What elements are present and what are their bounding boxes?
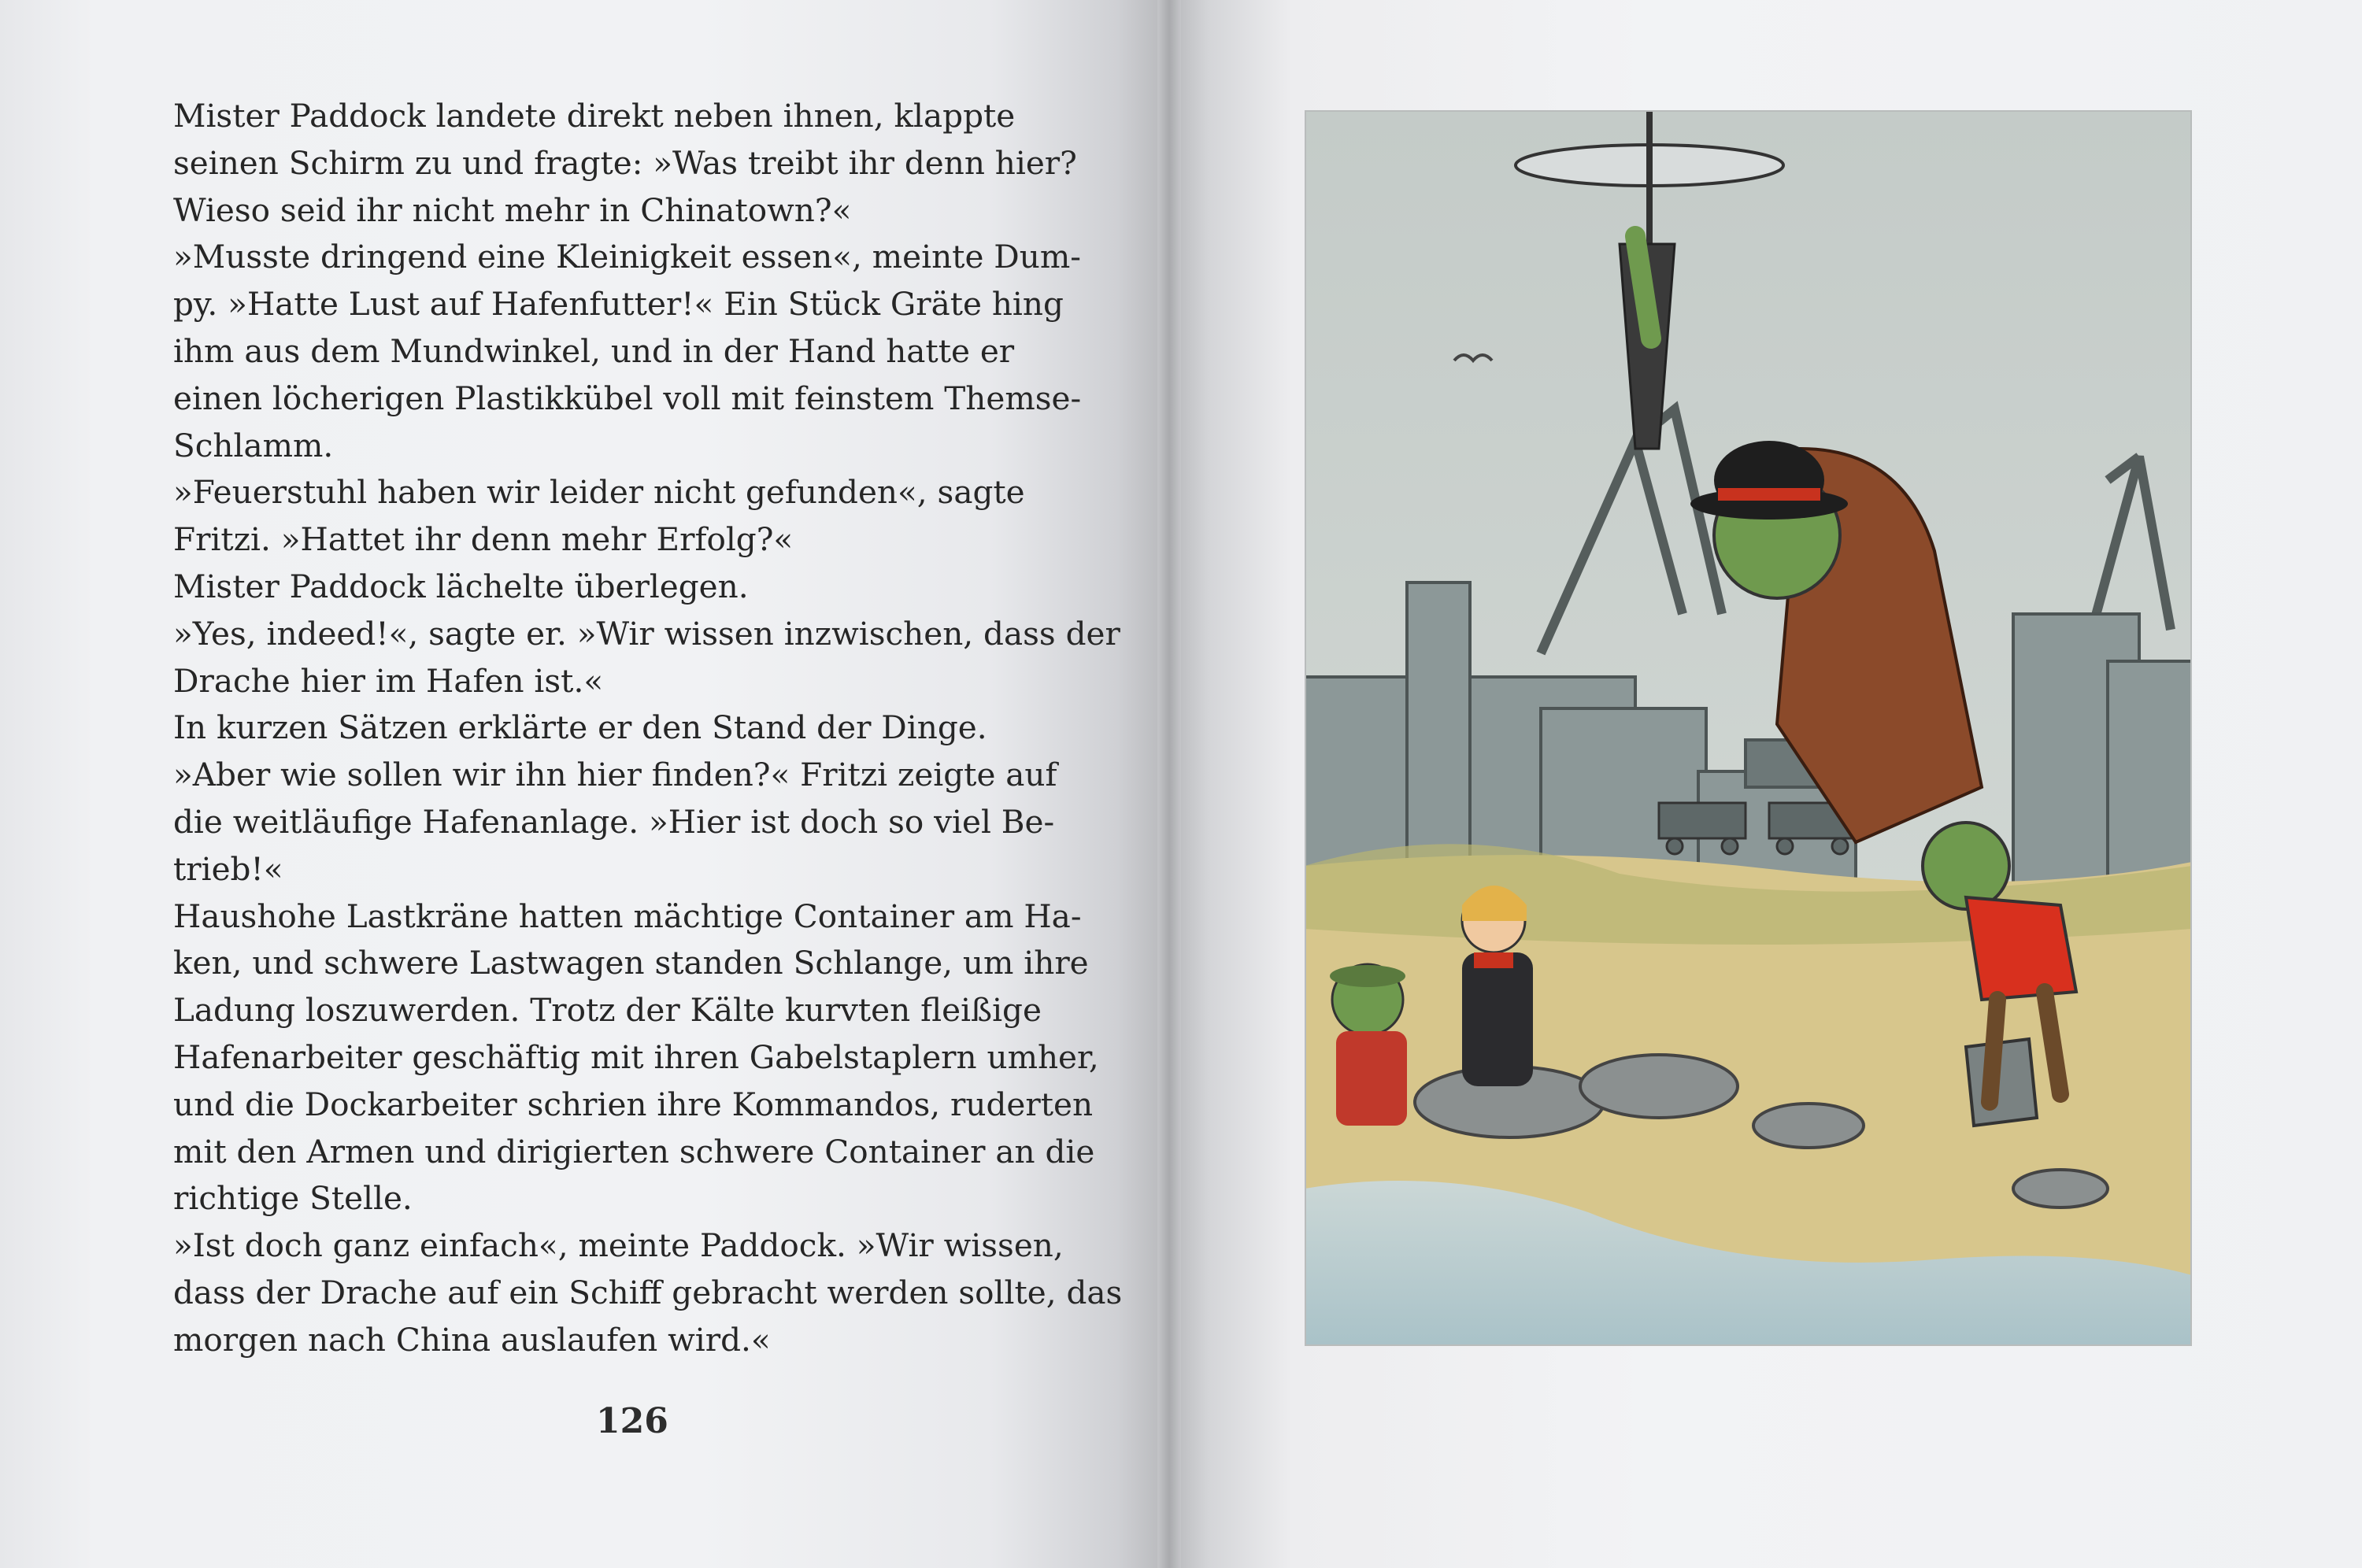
text-line: Mister Paddock lächelte überlegen. [173, 567, 749, 605]
text-line: einen löcherigen Plastikkübel voll mit feinstem Themse- [173, 379, 1082, 417]
text-line: ihm aus dem Mundwinkel, und in der Hand hatte er [173, 331, 1015, 370]
fritzi-character [1462, 886, 1533, 1086]
text-line: ken, und schwere Lastwagen standen Schlange, um ihre [173, 944, 1089, 982]
text-line: Fritzi. »Hattet ihr denn mehr Erfolg?« [173, 520, 794, 559]
text-line: Drache hier im Hafen ist.« [173, 661, 604, 700]
page-number: 126 [596, 1401, 668, 1441]
dumpy-character [1330, 964, 1407, 1126]
text-line: Hafenarbeiter geschäftig mit ihren Gabelstaplern umher, [173, 1037, 1099, 1076]
text-line: morgen nach China auslaufen wird.« [173, 1320, 771, 1359]
text-line: und die Dockarbeiter schrien ihre Kommandos, ruderten [173, 1085, 1094, 1123]
text-line: Schlamm. [173, 426, 334, 464]
text-line: Ladung loszuwerden. Trotz der Kälte kurvten fleißige [173, 991, 1042, 1030]
text-line: dass der Drache auf ein Schiff gebracht werden sollte, das [173, 1273, 1123, 1311]
text-line: richtige Stelle. [173, 1179, 413, 1218]
harbor-scene-image [1305, 110, 2192, 1346]
text-line: »Feuerstuhl haben wir leider nicht gefunden«, sagte [173, 473, 1025, 512]
text-line: py. »Hatte Lust auf Hafenfutter!« Ein Stück Gräte hing [173, 285, 1064, 324]
harbor-illustration [1305, 110, 2192, 1346]
text-line: »Musste dringend eine Kleinigkeit essen«, meinte Dum- [173, 238, 1081, 276]
text-line: die weitläufige Hafenanlage. »Hier ist doch so viel Be- [173, 802, 1055, 841]
text-line: Mister Paddock landete direkt neben ihnen, klappte [173, 97, 1016, 135]
text-line: Haushohe Lastkräne hatten mächtige Container am Ha- [173, 897, 1082, 935]
text-line: mit den Armen und dirigierten schwere Container an die [173, 1132, 1095, 1170]
text-line: In kurzen Sätzen erklärte er den Stand der Dinge. [173, 708, 987, 747]
story-text [173, 93, 1123, 1364]
text-line: »Yes, indeed!«, sagte er. »Wir wissen inzwischen, dass der [173, 614, 1120, 653]
text-line: trieb!« [173, 849, 283, 888]
text-line: Wieso seid ihr nicht mehr in Chinatown?« [173, 190, 852, 229]
text-line: »Aber wie sollen wir ihn hier finden?« Fritzi zeigte auf [173, 756, 1057, 794]
text-line: »Ist doch ganz einfach«, meinte Paddock. »Wir wissen, [173, 1226, 1064, 1265]
text-line: seinen Schirm zu und fragte: »Was treibt ihr denn hier? [173, 143, 1077, 182]
book-gutter [1157, 0, 1181, 1568]
